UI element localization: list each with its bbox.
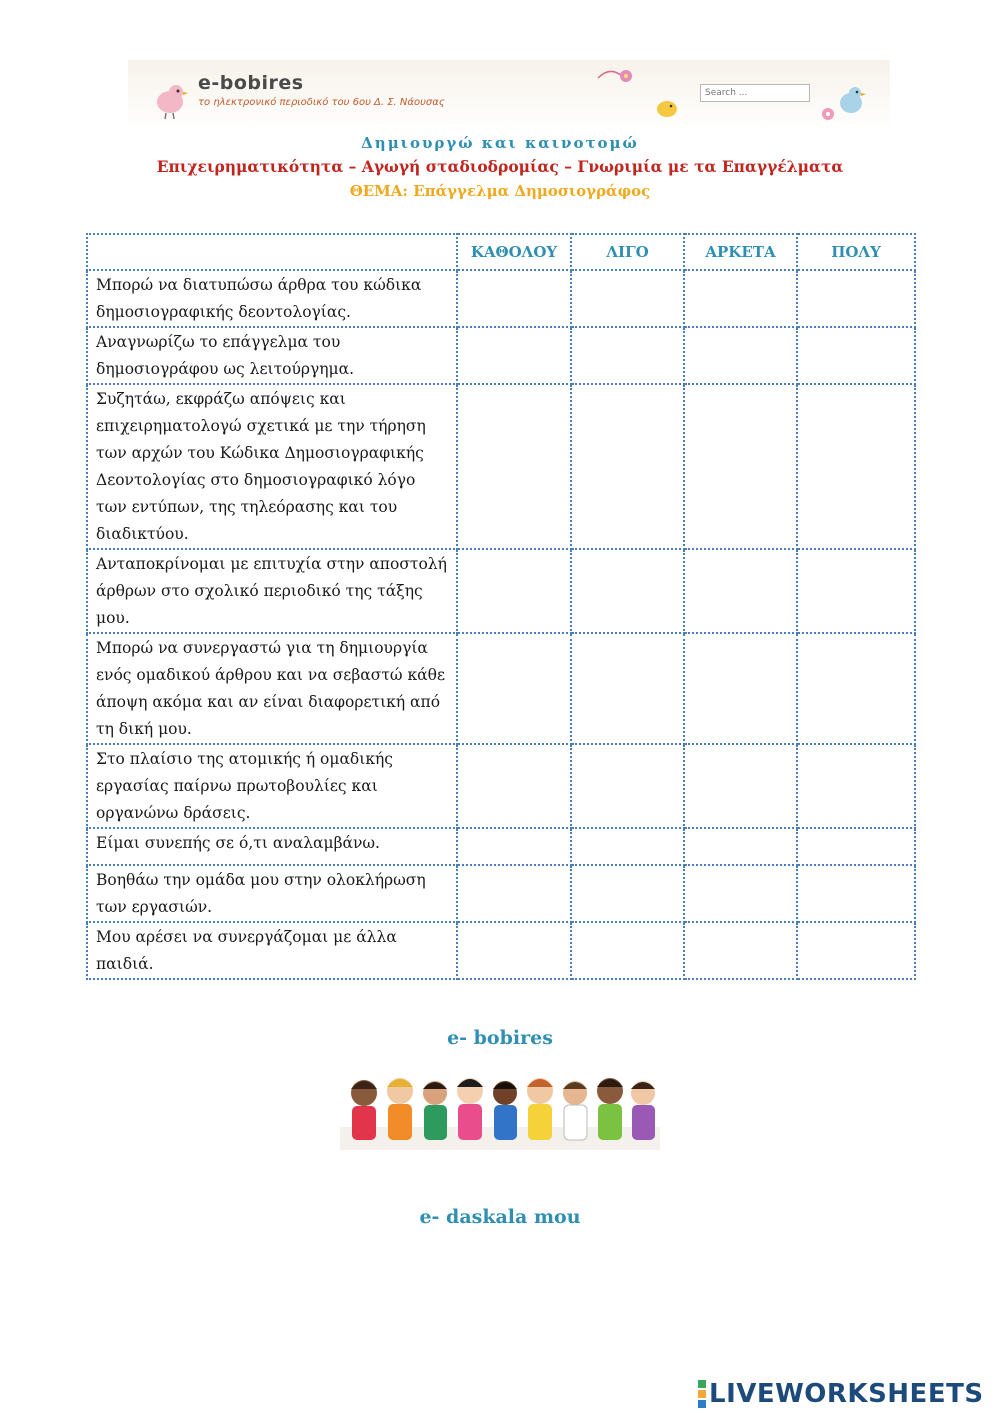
banner-subtitle: το ηλεκτρονικό περιοδικό του 6ου Δ. Σ. Νάουσας — [198, 97, 445, 108]
kids-illustration — [340, 1065, 660, 1150]
statement-cell: Συζητάω, εκφράζω απόψεις και επιχειρηματολογώ σχετικά με την τήρηση των αρχών του Κώδικα Δημοσιογραφικής Δεοντολογίας στο δημοσιογραφικό λόγο των εντύπων, της τηλεόρασης και του διαδικτύου. — [87, 384, 457, 549]
statement-column-header — [87, 234, 457, 270]
statement-cell: Αναγνωρίζω το επάγγελμα του δημοσιογράφου ως λειτούργημα. — [87, 327, 457, 384]
rating-cell-arketa[interactable] — [684, 865, 797, 922]
rating-cell-arketa[interactable] — [684, 922, 797, 979]
rating-cell-ligo[interactable] — [571, 384, 684, 549]
column-header-katholou: ΚΑΘΟΛΟΥ — [457, 234, 571, 270]
table-row — [87, 327, 915, 384]
rating-cell-katholou[interactable] — [457, 633, 571, 744]
self-assessment-table — [86, 233, 916, 980]
rating-cell-arketa[interactable] — [684, 270, 797, 327]
table-row — [87, 384, 915, 549]
rating-cell-poly[interactable] — [797, 865, 915, 922]
rating-cell-ligo[interactable] — [571, 828, 684, 865]
table-row — [87, 633, 915, 744]
rating-cell-poly[interactable] — [797, 549, 915, 633]
rating-cell-ligo[interactable] — [571, 922, 684, 979]
table-row — [87, 922, 915, 979]
statement-cell: Βοηθάω την ομάδα μου στην ολοκλήρωση των εργασιών. — [87, 865, 457, 922]
liveworksheets-logo-icon — [698, 1379, 706, 1409]
rating-cell-poly[interactable] — [797, 327, 915, 384]
statement-cell: Μου αρέσει να συνεργάζομαι με άλλα παιδιά. — [87, 922, 457, 979]
rating-cell-poly[interactable] — [797, 270, 915, 327]
section-title: Δημιουργώ και καινοτομώ — [361, 134, 639, 152]
footer-daskala-label: e- daskala mou — [419, 1206, 581, 1228]
blue-bird-icon — [834, 80, 868, 120]
table-row — [87, 865, 915, 922]
small-flower-icon — [818, 104, 838, 124]
rating-cell-ligo[interactable] — [571, 327, 684, 384]
rating-cell-katholou[interactable] — [457, 270, 571, 327]
column-header-ligo: ΛΙΓΟ — [571, 234, 684, 270]
table-row — [87, 270, 915, 327]
rating-cell-poly[interactable] — [797, 633, 915, 744]
statement-cell: Μπορώ να συνεργαστώ για τη δημιουργία ενός ομαδικού άρθρου και να σεβαστώ κάθε άποψη ακόμα και αν είναι διαφορετική από τη δική μου. — [87, 633, 457, 744]
rating-cell-arketa[interactable] — [684, 327, 797, 384]
rating-cell-arketa[interactable] — [684, 549, 797, 633]
header-banner — [128, 60, 890, 132]
table-header-row — [87, 234, 915, 270]
liveworksheets-text: LIVEWORKSHEETS — [709, 1379, 984, 1409]
statement-cell: Ανταποκρίνομαι με επιτυχία στην αποστολή άρθρων στο σχολικό περιοδικό της τάξης μου. — [87, 549, 457, 633]
statement-cell: Μπορώ να διατυπώσω άρθρα του κώδικα δημοσιογραφικής δεοντολογίας. — [87, 270, 457, 327]
rating-cell-arketa[interactable] — [684, 633, 797, 744]
rating-cell-katholou[interactable] — [457, 327, 571, 384]
rating-cell-ligo[interactable] — [571, 549, 684, 633]
column-header-arketa: ΑΡΚΕΤΑ — [684, 234, 797, 270]
rating-cell-katholou[interactable] — [457, 384, 571, 549]
rating-cell-poly[interactable] — [797, 828, 915, 865]
table-row — [87, 828, 915, 865]
table-row — [87, 744, 915, 828]
topic-title: ΘΕΜΑ: Επάγγελμα Δημοσιογράφος — [349, 182, 651, 200]
banner-title: e-bobires — [198, 72, 304, 94]
table-row — [87, 549, 915, 633]
rating-cell-ligo[interactable] — [571, 744, 684, 828]
rating-cell-katholou[interactable] — [457, 922, 571, 979]
rating-cell-katholou[interactable] — [457, 744, 571, 828]
flower-icon — [596, 64, 636, 86]
rating-cell-poly[interactable] — [797, 744, 915, 828]
search-input[interactable] — [700, 84, 810, 102]
rating-cell-ligo[interactable] — [571, 865, 684, 922]
subject-title: Επιχειρηματικότητα – Αγωγή σταδιοδρομίας – Γνωριμία με τα Επαγγέλματα — [156, 157, 844, 176]
rating-cell-katholou[interactable] — [457, 828, 571, 865]
rating-cell-ligo[interactable] — [571, 633, 684, 744]
statement-cell: Στο πλαίσιο της ατομικής ή ομαδικής εργασίας παίρνω πρωτοβουλίες και οργανώνω δράσεις. — [87, 744, 457, 828]
statement-cell: Είμαι συνεπής σε ό,τι αναλαμβάνω. — [87, 828, 457, 865]
footer-bobires-label: e- bobires — [447, 1027, 553, 1049]
rating-cell-katholou[interactable] — [457, 549, 571, 633]
rating-cell-arketa[interactable] — [684, 744, 797, 828]
liveworksheets-brand — [698, 1377, 984, 1411]
rating-cell-poly[interactable] — [797, 384, 915, 549]
rating-cell-poly[interactable] — [797, 922, 915, 979]
column-header-poly: ΠΟΛΥ — [797, 234, 915, 270]
rating-cell-katholou[interactable] — [457, 865, 571, 922]
rating-cell-arketa[interactable] — [684, 828, 797, 865]
bird-icon — [150, 76, 190, 120]
rating-cell-ligo[interactable] — [571, 270, 684, 327]
yellow-bird-icon — [654, 96, 680, 118]
rating-cell-arketa[interactable] — [684, 384, 797, 549]
